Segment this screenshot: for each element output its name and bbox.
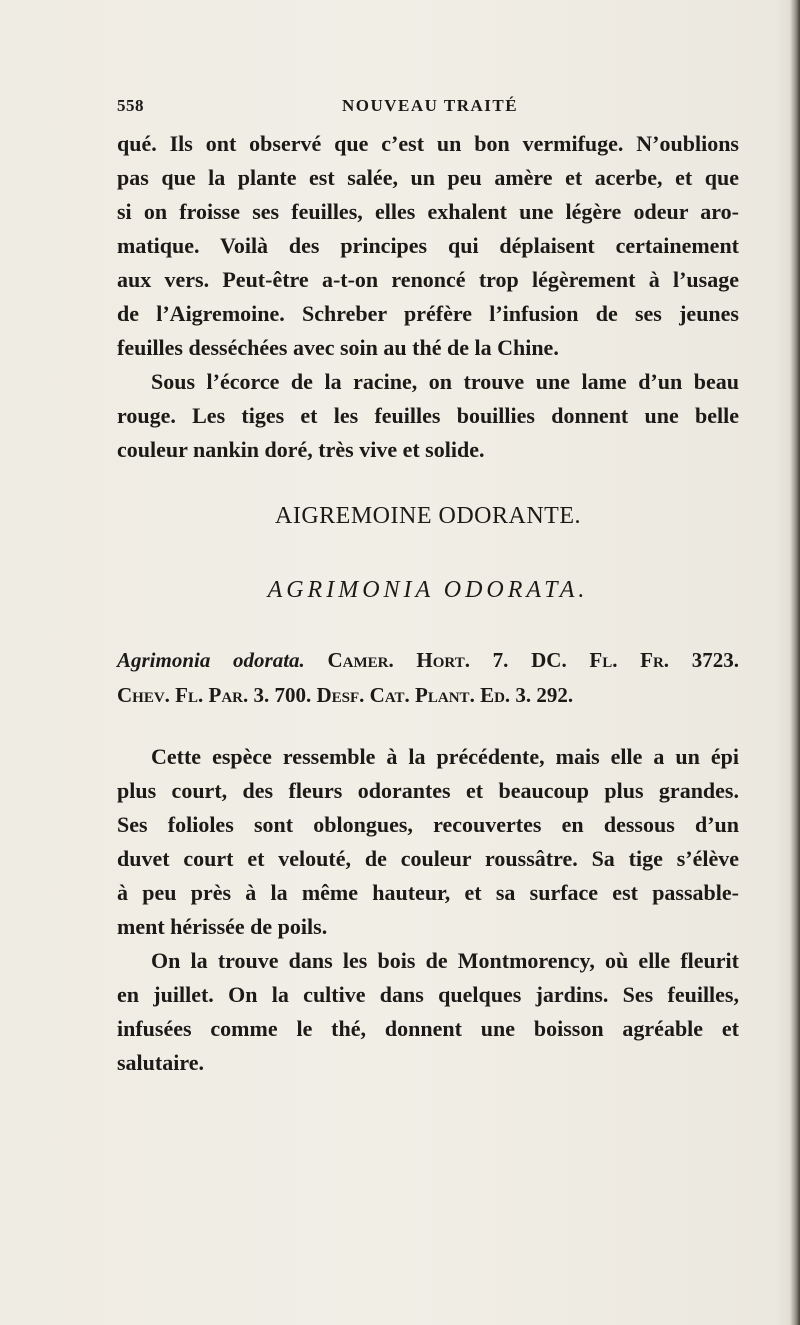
text-line: feuilles desséchées avec soin au thé de la Chine. bbox=[117, 335, 559, 360]
text-line: ment hérissée de poils. bbox=[117, 914, 328, 939]
page-edge-shadow bbox=[790, 0, 800, 1325]
text-line: qué. Ils ont observé que c’est un bon vermifuge. N’oublions bbox=[117, 131, 739, 156]
text-line: matique. Voilà des principes qui déplaisent certainement bbox=[117, 233, 739, 258]
text-line: pas que la plante est salée, un peu amère et acerbe, et que bbox=[117, 165, 739, 190]
synonymy-references bbox=[117, 643, 739, 713]
paragraph-habitat bbox=[117, 944, 739, 1080]
paragraph-description bbox=[117, 740, 739, 944]
text-line: duvet court et velouté, de couleur roussâtre. Sa tige s’élève bbox=[117, 846, 739, 871]
running-title: NOUVEAU TRAITÉ bbox=[342, 96, 519, 115]
section-latin-name: AGRIMONIA ODORATA. bbox=[267, 577, 589, 603]
upper-text-block bbox=[117, 127, 739, 467]
text-line: en juillet. On la cultive dans quelques jardins. Ses feuilles, bbox=[117, 982, 739, 1007]
running-head bbox=[117, 96, 739, 122]
text-line: rouge. Les tiges et les feuilles bouillies donnent une belle bbox=[117, 403, 739, 428]
text-line: aux vers. Peut-être a-t-on renoncé trop légèrement à l’usage bbox=[117, 267, 739, 292]
text-line: salutaire. bbox=[117, 1050, 204, 1075]
text-line: Ses folioles sont oblongues, recouvertes en dessous d’un bbox=[117, 812, 739, 837]
text-line: couleur nankin doré, très vive et solide. bbox=[117, 437, 485, 462]
paragraph-continued bbox=[117, 127, 739, 365]
reference-text: Camer. Hort. 7. DC. Fl. Fr. 3723. bbox=[327, 648, 739, 672]
section-title: AIGREMOINE ODORANTE. bbox=[275, 503, 581, 529]
text-line: de l’Aigremoine. Schreber préfère l’infusion de ses jeunes bbox=[117, 301, 739, 326]
page-number: 558 bbox=[117, 96, 144, 115]
synonymy-line bbox=[117, 643, 739, 678]
paragraph-root-dye bbox=[117, 365, 739, 467]
species-name: Agrimonia odorata. bbox=[117, 648, 305, 672]
synonymy-line: Chev. Fl. Par. 3. 700. Desf. Cat. Plant. Ed. 3. 292. bbox=[117, 683, 574, 707]
text-line: Cette espèce ressemble à la précédente, mais elle a un épi bbox=[151, 744, 739, 769]
text-line: Sous l’écorce de la racine, on trouve une lame d’un beau bbox=[151, 369, 739, 394]
text-line: si on froisse ses feuilles, elles exhalent une légère odeur aro- bbox=[117, 199, 739, 224]
text-line: On la trouve dans les bois de Montmorency, où elle fleurit bbox=[151, 948, 739, 973]
text-line: à peu près à la même hauteur, et sa surface est passable- bbox=[117, 880, 739, 905]
lower-text-block bbox=[117, 740, 739, 1080]
text-line: plus court, des fleurs odorantes et beaucoup plus grandes. bbox=[117, 778, 739, 803]
text-line: infusées comme le thé, donnent une boisson agréable et bbox=[117, 1016, 739, 1041]
